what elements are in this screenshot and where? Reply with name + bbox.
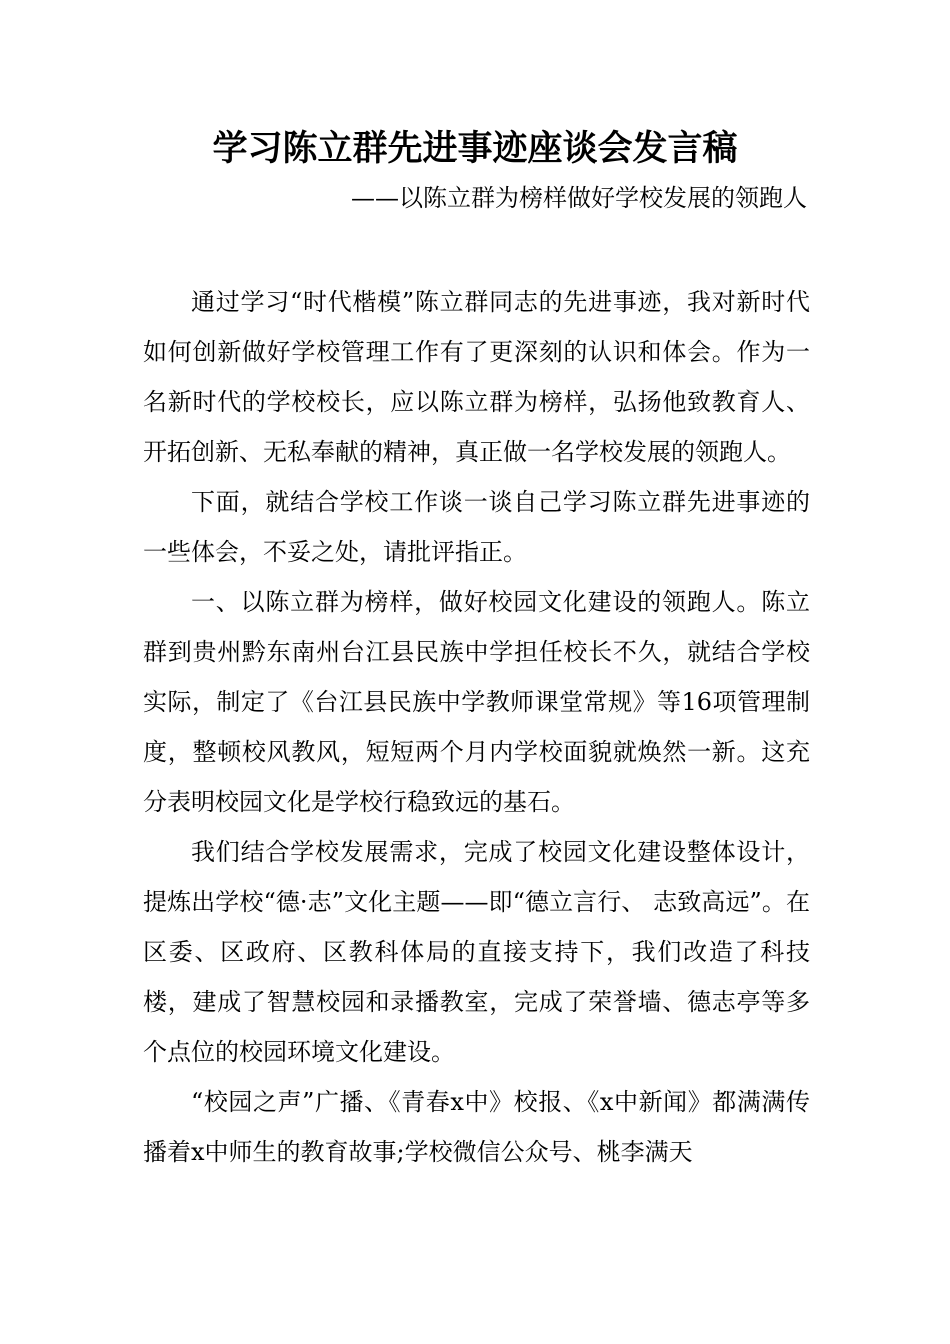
document-subtitle: ——以陈立群为榜样做好学校发展的领跑人 [351, 184, 807, 212]
paragraph: “校园之声”广播、《青春x中》校报、《x中新闻》都满满传播着x中师生的教育故事;学校微信公众号、桃李满天 [143, 1088, 810, 1166]
paragraph: 通过学习“时代楷模”陈立群同志的先进事迹，我对新时代如何创新做好学校管理工作有了更深刻的认识和体会。作为一名新时代的学校校长，应以陈立群为榜样，弘扬他致教育人、开拓创新、无私奉献的精神，真正做一名学校发展的领跑人。 [143, 288, 810, 466]
paragraph: 下面，就结合学校工作谈一谈自己学习陈立群先进事迹的一些体会，不妥之处，请批评指正。 [143, 488, 810, 566]
paragraph: 一、以陈立群为榜样，做好校园文化建设的领跑人。陈立群到贵州黔东南州台江县民族中学担任校长不久，就结合学校实际，制定了《台江县民族中学教师课堂常规》等16项管理制度，整顿校风教风，短短两个月内学校面貌就焕然一新。这充分表明校园文化是学校行稳致远的基石。 [143, 588, 810, 816]
paragraph: 我们结合学校发展需求，完成了校园文化建设整体设计，提炼出学校“德·志”文化主题——即“德立言行、 志致高远”。在区委、区政府、区教科体局的直接支持下，我们改造了科技楼，建成了智慧校园和录播教室，完成了荣誉墙、德志亭等多个点位的校园环境文化建设。 [143, 838, 810, 1066]
document-body [143, 277, 810, 1177]
document-title: 学习陈立群先进事迹座谈会发言稿 [212, 128, 738, 169]
